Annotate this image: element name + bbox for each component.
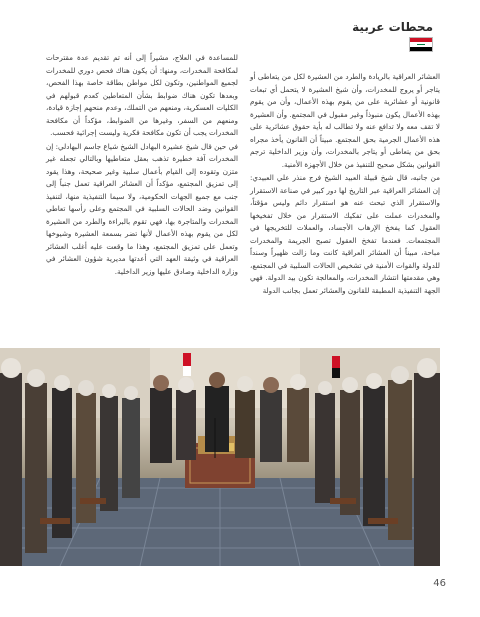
section-title: محطات عربية	[352, 20, 433, 34]
article-paragraph: للمساعدة في العلاج، مشيراً إلى أنه تم تقديم عدة مقترحات لمكافحة المخدرات، ومنها: أن يكون هناك فحص دوري للمخدرات لجميع المواطنين، وتكون لكل مواطن بطاقة خاصة بهذا الفحص، وبعدها تكون هناك ضوابط بشأن المتعاطين كعدم قبولهم في الكليات العسكرية، ومنعهم من التملك، وعدم منحهم إجازة قيادة، ومنعهم من السفر، وغيرها من الضوابط، مؤكداً أن مكافحة المخدرات يجب أن تكون مكافحة فكرية وليست إجرائية فحسب.	[46, 53, 238, 137]
article-column-left	[46, 52, 238, 279]
article-paragraph: في حين قال شيخ عشيرة البهادل الشيخ شياع جاسم البهادلي: إن المخدرات آفة خطيرة تذهب بعقل متعاطيها وبالتالي تجعله غير متزن وتقوده إلى القيام بأعمال سلبية وغير صحيحة، وهذا يقود إلى تمزيق المجتمع، مؤكداً أن العشائر العراقية تعمل جنباً إلى جنب مع جميع الجهات الحكومية، ولا سيما التنفيذية منها، لتنفيذ القوانين وضد الحالات السلبية في المجتمع وعلى رأسها تعاطي المخدرات والمتاجرة بها، فهي تقوم بالبراءة والطرد من العشيرة لكل من يقوم بهذه الأعمال لأنها تضر بسمعة العشيرة وشيوخها وتعمل على تمزيق المجتمع، وهذا ما وقعت عليه أغلب العشائر العراقية في وثيقة العهد التي أعدتها مديرية شؤون العشائر في وزارة الداخلية وصادق عليها وزير الداخلية.	[46, 141, 238, 276]
event-photo	[0, 348, 440, 566]
iraq-flag-icon	[409, 37, 433, 52]
page-number: 46	[433, 578, 446, 589]
article-column-right	[250, 71, 440, 298]
article-paragraph: من جانبه، قال شيخ قبيلة العبيد الشيخ فرج منذر علي العبيدي: إن العشائر العراقية عبر التاريخ لها دور كبير في صناعة الاستقرار والاستقرار الذي تبحث عنه هو استقرار دائم وليس مؤقتاً، والمخدرات عملت على تفكيك الاستقرار من خلال تفخيخها العقول كما يفخخ الإرهاب الأجساد، والعملات للتخريجها في المجتمعات. فعندما تفخخ العقول تصبح الجريمة والمخدرات مباحة، مبيناً أن العشائر العراقية كانت وما زالت ظهيراً وسنداً للدولة والقوات الأمنية في تشخيص الحالات السلبية في المجتمع، وهي مقدمتها انتشار المخدرات، والمعالجة تكون بيد الدولة. فهي الجهة التنفيذية المطبقة للقانون والعشائر تعمل بجانب الدولة	[250, 173, 440, 295]
article-paragraph: العشائر العراقية بالريادة والطرد من العشيرة لكل من يتعاطى أو يتاجر أو يروج للمخدرات، وأن شيخ العشيرة لا يتحمل أي تبعات قانونية أو عشائرية على من يقوم بهذه الأعمال، وأن من يقوم بهذه الأعمال يكون منبوذاً وغير مقبول في المجتمع. وأن العشيرة لا تقف معه ولا تدافع عنه ولا تطالب له بأية حقوق عشائرية على هذه الأعمال الجرمية بحق المجتمع. مبيناً أن القانون يأخذ مجراه بحق من يتعاطى أو يتاجر بالمخدرات، وأن وزير الداخلية ترجم القوانين بشكل صحيح للتنفيذ من خلال الأجهزة الأمنية.	[250, 72, 440, 169]
section-header	[352, 20, 433, 34]
